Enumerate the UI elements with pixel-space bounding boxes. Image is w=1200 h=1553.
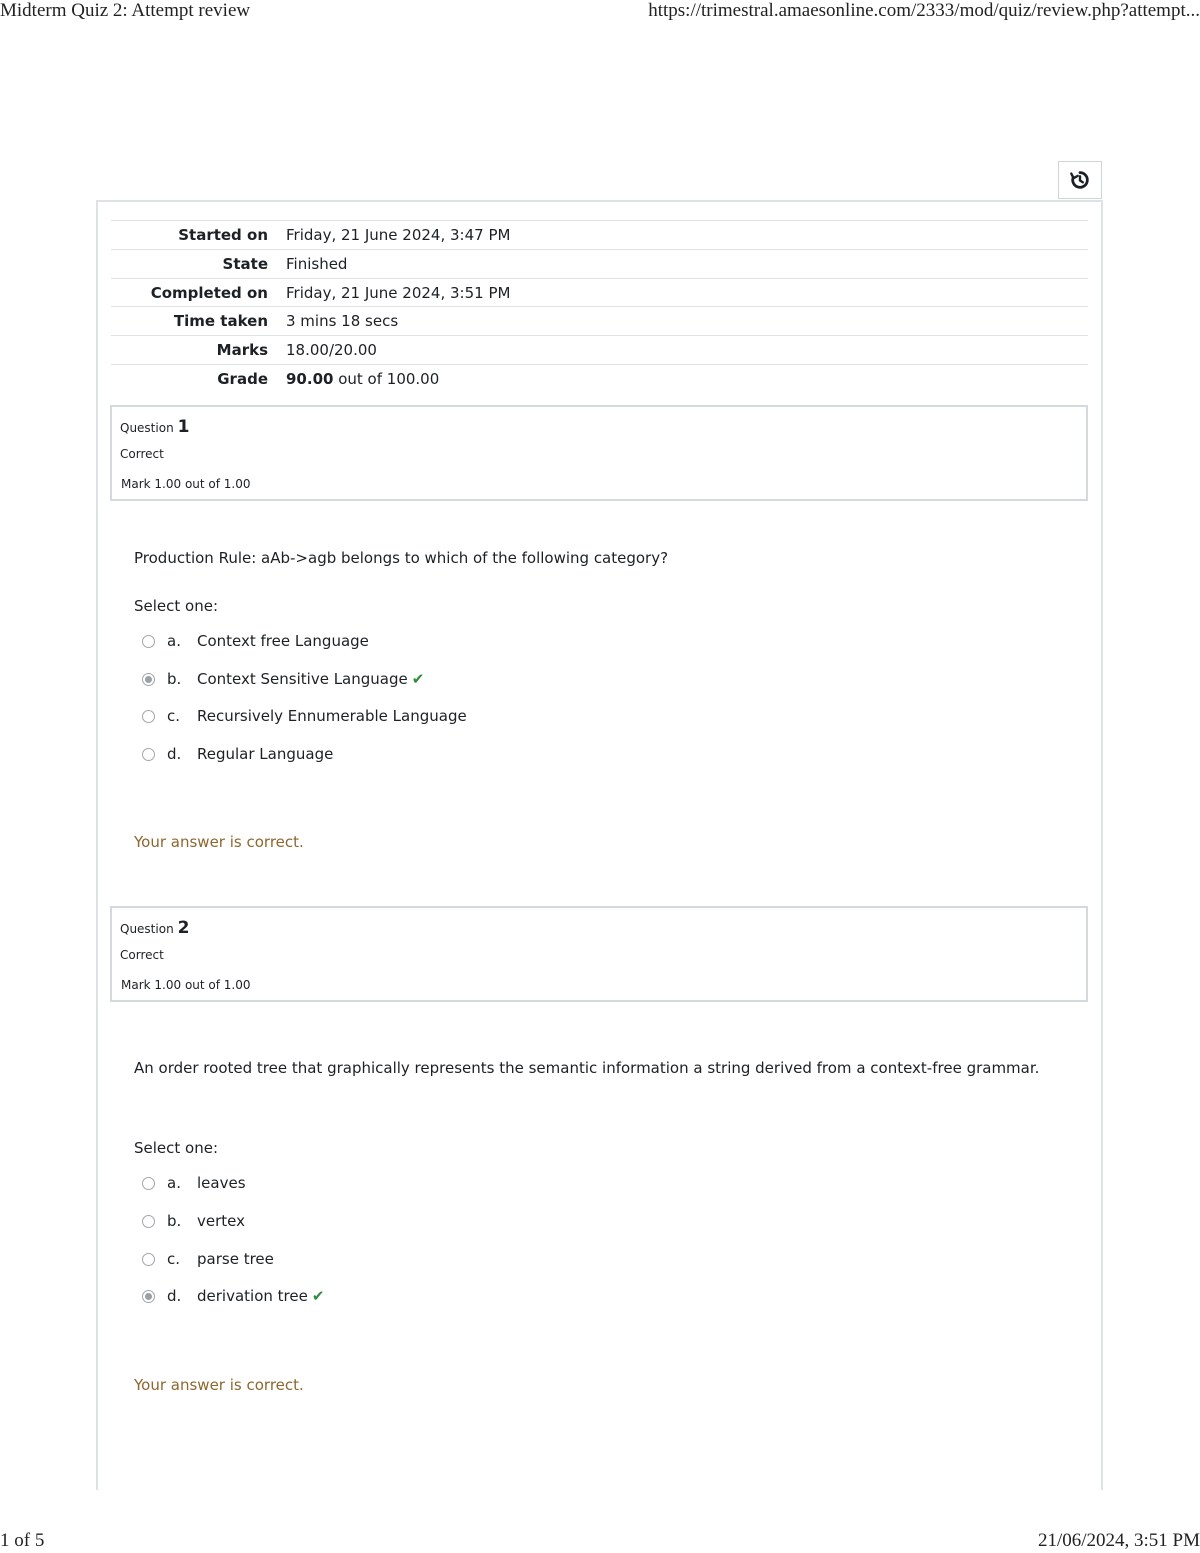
option-letter: d. [167,745,182,763]
radio-button[interactable] [142,1215,155,1228]
radio-button[interactable] [142,710,155,723]
feedback-text: Your answer is correct. [134,833,304,851]
option-letter: b. [167,1212,182,1230]
question-info [110,906,1088,1002]
history-icon [1069,169,1091,191]
summary-value [286,370,439,388]
option-letter: a. [167,632,181,650]
summary-row [111,278,1088,307]
option-text: Context free Language [197,632,369,650]
question-number: Question 1 [120,417,190,437]
option-letter: b. [167,670,182,688]
option-letter: a. [167,1174,181,1192]
print-datetime: 21/06/2024, 3:51 PM [1037,1530,1200,1551]
summary-row [111,249,1088,278]
summary-label: Time taken [173,312,268,331]
radio-button[interactable] [142,1177,155,1190]
summary-value: Friday, 21 June 2024, 3:47 PM [286,226,511,244]
question-grade: Mark 1.00 out of 1.00 [121,477,251,491]
question-text: Production Rule: aAb->agb belongs to which of the following category? [134,549,669,567]
radio-button[interactable] [142,748,155,761]
print-footer [0,1530,1200,1553]
attempt-summary-table [111,220,1088,393]
correct-check-icon: ✔ [411,670,425,688]
radio-button[interactable] [142,1253,155,1266]
option-text: Regular Language [197,745,334,763]
show-hide-blocks-button[interactable] [1058,161,1102,199]
option-letter: c. [167,1250,181,1268]
summary-label: Marks [216,341,268,360]
summary-value: Finished [286,254,348,273]
radio-button[interactable] [142,673,155,686]
correct-check-icon: ✔ [311,1287,325,1305]
option-text: Context Sensitive Language [197,670,408,688]
grade-out-of: out of 100.00 [333,369,440,388]
summary-row [111,220,1088,249]
select-one-prompt: Select one: [134,1139,219,1157]
summary-label: Started on [178,226,268,244]
page-count: 1 of 5 [0,1530,45,1551]
page-title: Midterm Quiz 2: Attempt review [0,0,251,21]
question-number: Question 2 [120,918,190,938]
option-text: parse tree [197,1250,274,1268]
grade-value: 90.00 [286,369,334,388]
print-header [0,0,1200,26]
question-grade: Mark 1.00 out of 1.00 [121,978,251,992]
select-one-prompt: Select one: [134,597,219,615]
option-text: vertex [197,1212,245,1230]
option-text: Recursively Ennumerable Language [197,707,467,725]
page-url: https://trimestral.amaesonline.com/2333/mod/quiz/review.php?attempt... [648,0,1200,21]
option-text-wrap [197,1287,324,1305]
summary-label: Completed on [150,283,268,302]
question-state: Correct [120,948,164,962]
summary-value: 18.00/20.00 [286,341,377,360]
summary-label: State [222,254,268,273]
summary-value: 3 mins 18 secs [286,312,399,331]
summary-value: Friday, 21 June 2024, 3:51 PM [286,283,511,302]
radio-button[interactable] [142,635,155,648]
feedback-text: Your answer is correct. [134,1376,304,1394]
summary-row [111,306,1088,335]
summary-row [111,364,1088,393]
question-text: An order rooted tree that graphically represents the semantic information a string derived from a context-free grammar. [134,1059,1040,1077]
question-info [110,405,1088,501]
summary-row [111,335,1088,364]
option-text: leaves [197,1174,246,1192]
question-state: Correct [120,447,164,461]
option-text: derivation tree [197,1287,308,1305]
option-letter: d. [167,1287,182,1305]
summary-label: Grade [217,369,268,388]
radio-button[interactable] [142,1290,155,1303]
option-letter: c. [167,707,181,725]
option-text-wrap [197,670,424,688]
